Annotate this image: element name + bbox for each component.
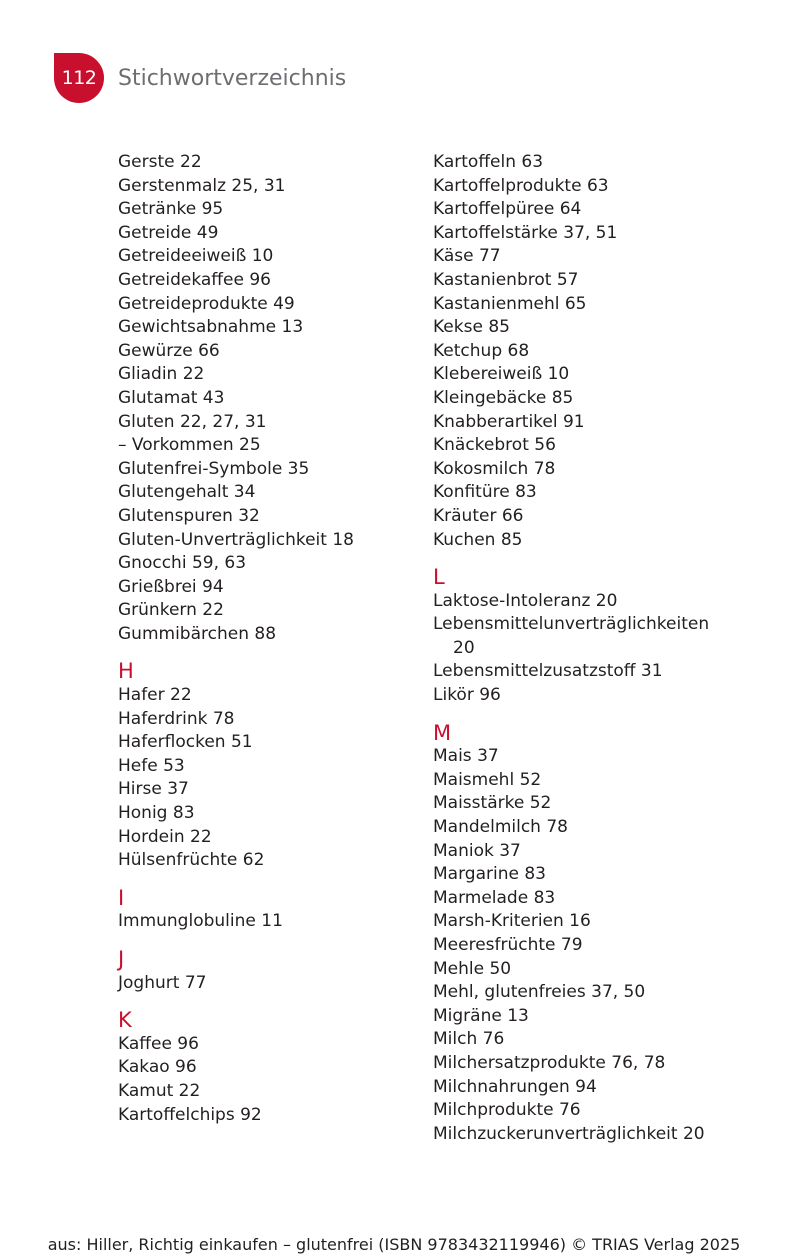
index-entry: Gluten-Unverträglichkeit 18 bbox=[118, 529, 354, 550]
section-letter-l: L bbox=[433, 565, 445, 590]
index-entry: Kamut 22 bbox=[118, 1080, 201, 1101]
index-entry: Mais 37 bbox=[433, 746, 499, 767]
index-block bbox=[118, 151, 418, 646]
index-block-j bbox=[118, 948, 418, 995]
index-entry: Haferdrink 78 bbox=[118, 708, 235, 729]
index-entry: Maisstärke 52 bbox=[433, 793, 552, 814]
index-entry: Kokosmilch 78 bbox=[433, 458, 556, 479]
index-entry: Kakao 96 bbox=[118, 1057, 197, 1078]
index-entry: Knäckebrot 56 bbox=[433, 435, 556, 456]
index-subentry: – Vorkommen 25 bbox=[118, 435, 261, 456]
index-entry: Kleingebäcke 85 bbox=[433, 387, 574, 408]
index-entry: Milchersatzprodukte 76, 78 bbox=[433, 1052, 666, 1073]
index-entry: Gerstenmalz 25, 31 bbox=[118, 175, 286, 196]
index-entry: Getreide 49 bbox=[118, 222, 219, 243]
index-entry: Kartoffeln 63 bbox=[433, 152, 544, 172]
source-footer: aus: Hiller, Richtig einkaufen – glutenfrei (ISBN 9783432119946) © TRIAS Verlag 2025 bbox=[47, 1235, 741, 1254]
index-entry: Mehl, glutenfreies 37, 50 bbox=[433, 982, 646, 1003]
index-entry: Knabberartikel 91 bbox=[433, 411, 585, 432]
index-entry: Glutengehalt 34 bbox=[118, 482, 256, 503]
index-block-m bbox=[433, 722, 753, 1147]
index-entry: Kaffee 96 bbox=[118, 1033, 199, 1054]
index-entry: Milchnahrungen 94 bbox=[433, 1076, 597, 1097]
index-entry: Glutenspuren 32 bbox=[118, 505, 260, 526]
index-block-l bbox=[433, 566, 753, 708]
index-entry-continuation: 20 bbox=[453, 637, 475, 658]
index-entry: Käse 77 bbox=[433, 246, 501, 267]
index-entry: Gnocchi 59, 63 bbox=[118, 553, 247, 574]
index-entry: Gewichtsabnahme 13 bbox=[118, 317, 304, 338]
section-letter-k: K bbox=[118, 1008, 132, 1033]
index-entry: Mandelmilch 78 bbox=[433, 817, 568, 838]
index-entry: Kekse 85 bbox=[433, 317, 510, 338]
index-entry: Milchprodukte 76 bbox=[433, 1100, 581, 1121]
index-entry: Klebereiweiß 10 bbox=[433, 364, 570, 385]
index-block-h bbox=[118, 660, 418, 872]
index-entry: Laktose-Intoleranz 20 bbox=[433, 590, 618, 611]
index-entry: Grießbrei 94 bbox=[118, 576, 224, 597]
index-entry: Getreidekaffee 96 bbox=[118, 269, 271, 290]
index-entry: Hirse 37 bbox=[118, 779, 189, 800]
index-entry: Hafer 22 bbox=[118, 685, 192, 706]
index-entry: Meeresfrüchte 79 bbox=[433, 935, 583, 955]
index-entry: Lebensmittelzusatzstoff 31 bbox=[433, 661, 663, 682]
index-entry: Kartoffelpüree 64 bbox=[433, 199, 582, 220]
index-entry: Hefe 53 bbox=[118, 755, 185, 776]
index-entry: Kartoffelchips 92 bbox=[118, 1104, 262, 1125]
index-entry: Konfitüre 83 bbox=[433, 482, 537, 503]
index-entry: Migräne 13 bbox=[433, 1005, 529, 1026]
index-entry: Lebensmittelunverträglichkeiten bbox=[433, 614, 710, 635]
index-entry: Marsh-Kriterien 16 bbox=[433, 911, 591, 932]
index-entry: Getreideeiweiß 10 bbox=[118, 246, 274, 267]
index-entry: Getränke 95 bbox=[118, 199, 224, 220]
index-entry: Kastanienbrot 57 bbox=[433, 269, 579, 290]
index-entry: Gliadin 22 bbox=[118, 364, 205, 385]
index-entry: Kuchen 85 bbox=[433, 529, 523, 550]
index-block-i bbox=[118, 887, 418, 934]
index-entry: Kartoffelprodukte 63 bbox=[433, 175, 609, 196]
index-entry: Mehle 50 bbox=[433, 958, 512, 979]
section-letter-m: M bbox=[433, 720, 452, 745]
index-entry: Immunglobuline 11 bbox=[118, 911, 283, 932]
index-entry: Gummibärchen 88 bbox=[118, 623, 277, 644]
index-entry: Milchzuckerunverträglichkeit 20 bbox=[433, 1123, 705, 1144]
index-entry: Getreideprodukte 49 bbox=[118, 293, 295, 314]
index-entry: Margarine 83 bbox=[433, 864, 546, 885]
index-entry: Gluten 22, 27, 31 bbox=[118, 411, 267, 432]
index-entry: Kräuter 66 bbox=[433, 505, 524, 526]
index-column-left bbox=[118, 151, 418, 1127]
index-entry: Glutenfrei-Symbole 35 bbox=[118, 458, 310, 479]
index-entry: Gewürze 66 bbox=[118, 340, 220, 361]
index-block bbox=[433, 151, 753, 552]
index-entry: Honig 83 bbox=[118, 803, 195, 824]
index-entry: Grünkern 22 bbox=[118, 600, 224, 621]
page-number-badge: 112 bbox=[54, 53, 104, 103]
section-letter-h: H bbox=[118, 659, 134, 684]
index-entry: Maismehl 52 bbox=[433, 769, 542, 790]
index-entry: Hordein 22 bbox=[118, 826, 212, 847]
index-entry: Gerste 22 bbox=[118, 152, 202, 172]
index-entry: Joghurt 77 bbox=[118, 972, 207, 993]
index-entry: Milch 76 bbox=[433, 1029, 505, 1050]
index-entry: Maniok 37 bbox=[433, 840, 521, 861]
index-entry: Hülsenfrüchte 62 bbox=[118, 850, 265, 871]
index-entry: Kastanienmehl 65 bbox=[433, 293, 587, 314]
index-entry: Likör 96 bbox=[433, 685, 501, 706]
index-entry: Marmelade 83 bbox=[433, 887, 556, 908]
index-entry: Glutamat 43 bbox=[118, 387, 225, 408]
running-head: Stichwortverzeichnis bbox=[118, 66, 347, 91]
section-letter-j: J bbox=[118, 947, 125, 971]
index-block-k bbox=[118, 1009, 418, 1127]
index-column-right bbox=[433, 151, 753, 1146]
index-entry: Kartoffelstärke 37, 51 bbox=[433, 222, 618, 243]
index-entry: Haferflocken 51 bbox=[118, 732, 253, 753]
index-entry: Ketchup 68 bbox=[433, 340, 530, 361]
section-letter-i: I bbox=[118, 885, 125, 910]
